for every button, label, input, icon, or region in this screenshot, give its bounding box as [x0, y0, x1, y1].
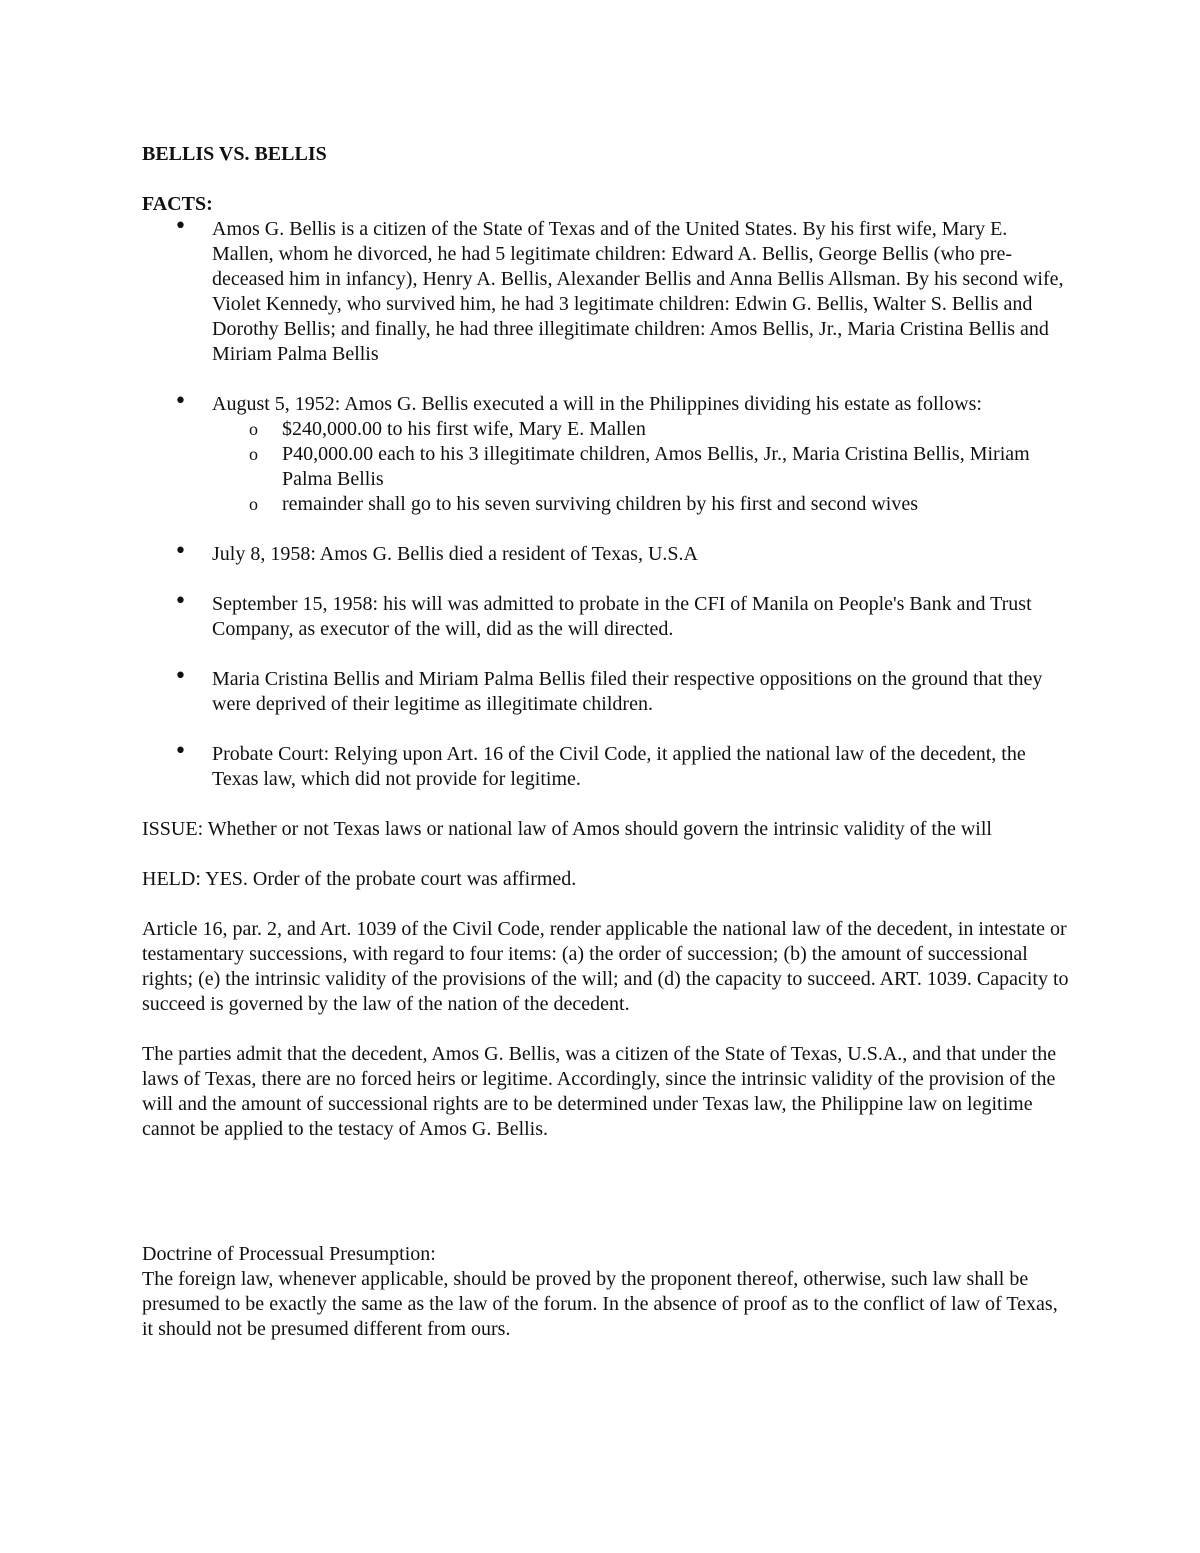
- fact-text: Amos G. Bellis is a citizen of the State of Texas and of the United States. By his first wife, Mary E. Mallen, whom he divorced, he had 5 legitimate children: Edward A. Bellis, George Bellis (who pre-deceased him in infancy), Henry A. Bellis, Alexander Bellis and Anna Bellis Allsman. By his second wife, Violet Kennedy, who survived him, he had 3 legitimate children: Edwin G. Bellis, Walter S. Bellis and Dorothy Bellis; and finally, he had three illegitimate children: Amos Bellis, Jr., Maria Cristina Bellis and Miriam Palma Bellis: [212, 218, 1064, 365]
- sub-bullet-icon: o: [249, 419, 258, 439]
- doctrine-text: The foreign law, whenever applicable, should be proved by the proponent thereof, otherwise, such law shall be presumed to be exactly the same as the law of the forum. In the absence of proof as to the conflict of law of Texas, it should not be presumed different from ours.: [142, 1268, 1058, 1340]
- will-items-list: [212, 417, 1072, 517]
- sub-list-item: [142, 492, 1072, 517]
- fact-text: August 5, 1952: Amos G. Bellis executed a will in the Philippines dividing his estate as follows:: [212, 393, 982, 415]
- sub-list-item: [142, 442, 1072, 492]
- list-item: [142, 589, 1072, 642]
- facts-heading: FACTS:: [142, 193, 213, 215]
- bullet-icon: •: [174, 664, 187, 689]
- will-item-text: P40,000.00 each to his 3 illegitimate children, Amos Bellis, Jr., Maria Cristina Bellis, Miriam Palma Bellis: [282, 443, 1030, 490]
- list-item: [142, 539, 1072, 567]
- list-item: [142, 664, 1072, 717]
- bullet-icon: •: [174, 214, 187, 239]
- bullet-icon: •: [174, 539, 187, 564]
- parties-paragraph: The parties admit that the decedent, Amos G. Bellis, was a citizen of the State of Texas, U.S.A., and that under the laws of Texas, there are no forced heirs or legitime. Accordingly, since the intrinsic validity of the provision of the will and the amount of successional rights are to be determined under Texas law, the Philippine law on legitime cannot be applied to the testacy of Amos G. Bellis.: [142, 1043, 1057, 1140]
- sub-bullet-icon: o: [249, 494, 258, 514]
- fact-text: Maria Cristina Bellis and Miriam Palma Bellis filed their respective oppositions on the ground that they were deprived of their legitime as illegitimate children.: [212, 668, 1043, 715]
- will-item-text: remainder shall go to his seven surviving children by his first and second wives: [282, 493, 918, 515]
- article-paragraph: Article 16, par. 2, and Art. 1039 of the Civil Code, render applicable the national law of the decedent, in intestate or testamentary successions, with regard to four items: (a) the order of succession; (b) the amount of successional rights; (e) the intrinsic validity of the provisions of the will; and (d) the capacity to succeed. ART. 1039. Capacity to succeed is governed by the law of the nation of the decedent.: [142, 918, 1069, 1015]
- document-page: [142, 142, 1072, 1342]
- held-paragraph: HELD: YES. Order of the probate court was affirmed.: [142, 868, 577, 890]
- list-item: [142, 739, 1072, 792]
- doctrine-section: [142, 1242, 1072, 1342]
- facts-list: [142, 214, 1072, 792]
- bullet-icon: •: [174, 739, 187, 764]
- bullet-icon: •: [174, 589, 187, 614]
- fact-text: July 8, 1958: Amos G. Bellis died a resident of Texas, U.S.A: [212, 543, 698, 565]
- list-item: [142, 389, 1072, 517]
- will-item-text: $240,000.00 to his first wife, Mary E. Mallen: [282, 418, 646, 440]
- issue-paragraph: ISSUE: Whether or not Texas laws or national law of Amos should govern the intrinsic validity of the will: [142, 818, 992, 840]
- fact-text: September 15, 1958: his will was admitted to probate in the CFI of Manila on People's Bank and Trust Company, as executor of the will, did as the will directed.: [212, 593, 1032, 640]
- list-item: [142, 214, 1072, 367]
- sub-bullet-icon: o: [249, 444, 258, 464]
- bullet-icon: •: [174, 389, 187, 414]
- doctrine-heading: Doctrine of Processual Presumption:: [142, 1243, 436, 1265]
- sub-list-item: [142, 417, 1072, 442]
- case-title: BELLIS VS. BELLIS: [142, 143, 327, 165]
- fact-text: Probate Court: Relying upon Art. 16 of the Civil Code, it applied the national law of the decedent, the Texas law, which did not provide for legitime.: [212, 743, 1026, 790]
